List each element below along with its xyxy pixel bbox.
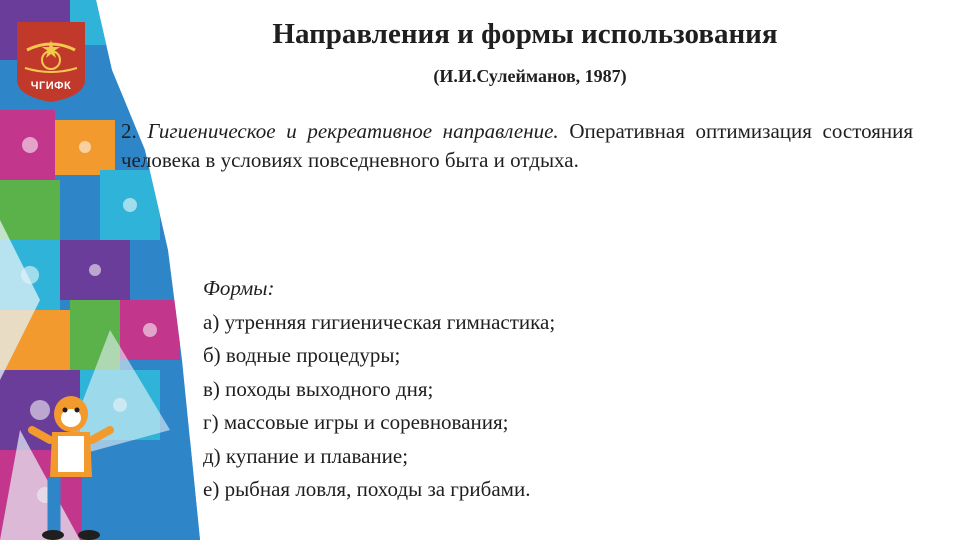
paragraph-text: Оперативная оптимизация состояния человека в условиях повседневного быта и отдыха. <box>121 119 914 172</box>
list-item: а) утренняя гигиеническая гимнастика; <box>203 309 556 334</box>
forms-heading: Формы: <box>203 276 275 300</box>
direction-paragraph <box>121 117 913 175</box>
leopard-mascot <box>28 392 114 540</box>
paragraph-number: 2. <box>121 119 137 143</box>
slide-subtitle: (И.И.Сулейманов, 1987) <box>433 66 627 86</box>
list-item: г) массовые игры и соревнования; <box>203 410 509 434</box>
paragraph-lead: Гигиеническое и рекреативное направление. <box>147 119 559 143</box>
list-item: е) рыбная ловля, походы за грибами. <box>203 477 531 501</box>
forms-section <box>203 272 803 507</box>
logo-abbreviation: ЧГИФК <box>30 80 72 92</box>
list-item: д) купание и плавание; <box>203 443 409 468</box>
forms-list <box>203 306 803 507</box>
slide-title: Направления и формы использования <box>272 18 778 50</box>
list-item: б) водные процедуры; <box>203 343 401 367</box>
list-item: в) походы выходного дня; <box>203 376 434 401</box>
institution-logo <box>13 20 89 104</box>
